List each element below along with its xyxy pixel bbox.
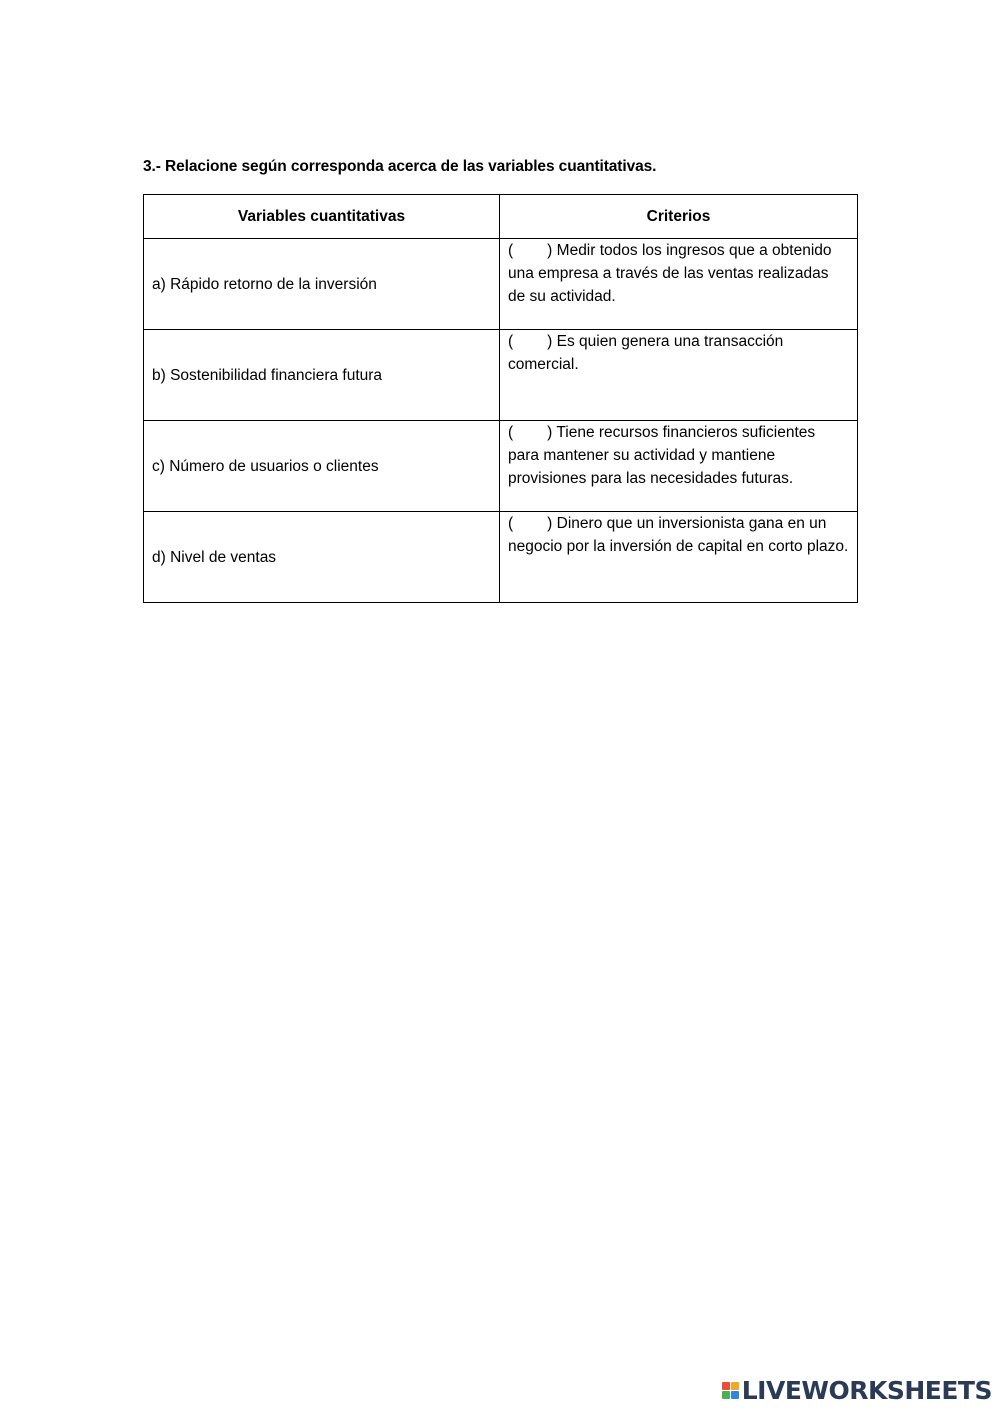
table-row: [144, 330, 858, 421]
table-row: [144, 421, 858, 512]
table-header-row: [144, 195, 858, 239]
question-title: 3.- Relacione según corresponda acerca de las variables cuantitativas.: [143, 158, 657, 175]
variable-cell: d) Nivel de ventas: [144, 512, 500, 603]
matching-table: [143, 194, 858, 603]
answer-close-paren: ): [547, 333, 553, 350]
criterio-cell: [500, 330, 858, 421]
header-variables: Variables cuantitativas: [144, 195, 500, 239]
liveworksheets-logo: [722, 1375, 992, 1405]
answer-open-paren: (: [508, 515, 514, 532]
logo-tile: [731, 1391, 739, 1399]
answer-open-paren: (: [508, 424, 514, 441]
logo-text: LIVEWORKSHEETS: [741, 1375, 992, 1405]
answer-open-paren: (: [508, 242, 514, 259]
liveworksheets-logo-icon: [722, 1382, 739, 1399]
variable-cell: a) Rápido retorno de la inversión: [144, 239, 500, 330]
table-row: [144, 512, 858, 603]
logo-tile: [731, 1382, 739, 1390]
criterio-cell: [500, 512, 858, 603]
answer-open-paren: (: [508, 333, 514, 350]
criterio-cell: [500, 239, 858, 330]
table-row: [144, 239, 858, 330]
answer-close-paren: ): [547, 515, 553, 532]
variable-cell: b) Sostenibilidad financiera futura: [144, 330, 500, 421]
criterio-text: Tiene recursos financieros suficientes para mantener su actividad y mantiene provisiones para las necesidades futuras.: [508, 424, 816, 487]
answer-close-paren: ): [547, 424, 553, 441]
logo-tile: [722, 1382, 730, 1390]
header-criterios: Criterios: [500, 195, 858, 239]
logo-tile: [722, 1391, 730, 1399]
criterio-cell: [500, 421, 858, 512]
criterio-text: Medir todos los ingresos que a obtenido una empresa a través de las ventas realizadas de su actividad.: [508, 242, 832, 305]
answer-close-paren: ): [547, 242, 553, 259]
criterio-text: Es quien genera una transacción comercial.: [508, 333, 784, 373]
variable-cell: c) Número de usuarios o clientes: [144, 421, 500, 512]
criterio-text: Dinero que un inversionista gana en un negocio por la inversión de capital en corto plazo.: [508, 515, 849, 555]
